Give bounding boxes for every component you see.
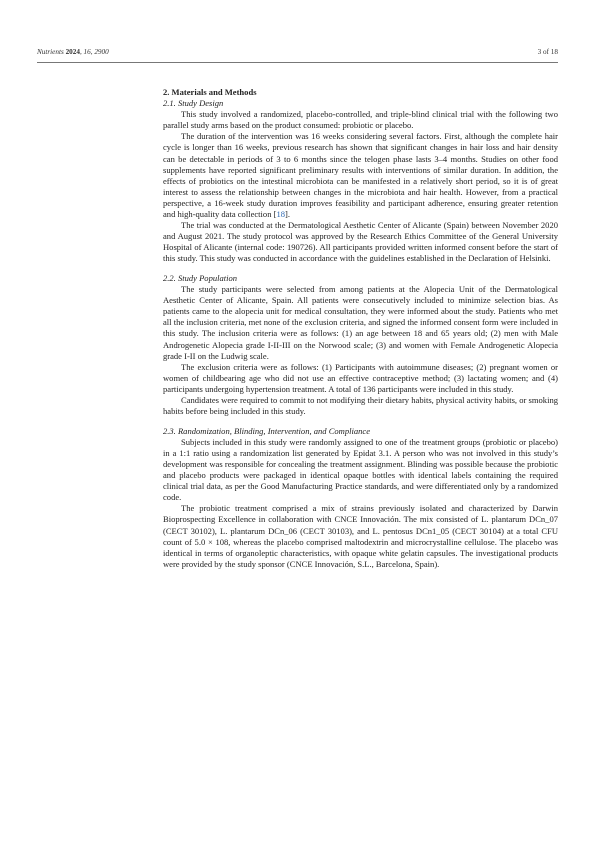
paragraph: The probiotic treatment comprised a mix of strains previously isolated and characterized by Darwin Bioprospecting Excellence in collaboration with CNCE Innovación. The mix consisted of L. plantarum DCn_07 (CECT 30102), L. plantarum DCn_06 (CECT 30103), and L. pentosus DCn1_05 (CECT 30104) at a total CFU count of 5.0 × 108, whereas the placebo comprised maltodextrin and microcrystalline cellulose. The placebo was identical in terms of organoleptic characteristics, with opaque white gelatin capsules. The investigational products were provided by the study sponsor (CNCE Innovación, S.L., Barcelona, Spain). xyxy=(163,503,558,569)
journal-volume: , 16, 2900 xyxy=(79,48,109,56)
page-body xyxy=(163,87,558,570)
paragraph xyxy=(163,131,558,220)
paragraph: Subjects included in this study were randomly assigned to one of the treatment groups (probiotic or placebo) in a 1:1 ratio using a randomization list generated by Epidat 3.1. A person who was not involved in this study’s development was responsible for concealing the treatment assignment. Blinding was possible because the probiotic and placebo products were packaged in identical opaque bottles with identical labels containing the required clinical trial data, as per the Good Manufacturing Practice standards, and were differentiated only by a randomized code. xyxy=(163,436,558,503)
page-number: 3 of 18 xyxy=(537,48,558,56)
citation-link[interactable]: 18 xyxy=(276,209,285,220)
subsection-title-study-population: 2.2. Study Population xyxy=(163,273,238,283)
journal-citation xyxy=(37,48,109,56)
paragraph-text-tail: ]. xyxy=(285,209,290,220)
paragraph: The study participants were selected from among patients at the Alopecia Unit of the Dermatological Aesthetic Center of Alicante, Spain. All patients were consecutively included to minimize selection bias. As patients came to the alopecia unit for medical consultation, they were informed about the study. Patients who met all the inclusion criteria, met none of the exclusion criteria, and signed the informed consent form were included in this study. The inclusion criteria were as follows: (1) an age between 18 and 65 years old; (2) men with Male Androgenetic Alopecia grade I-II-III on the Norwood scale; (3) and women with Female Androgenetic Alopecia grade I-II on the Ludwig scale. xyxy=(163,284,558,361)
journal-year: 2024 xyxy=(65,48,80,56)
paragraph-text: The duration of the intervention was 16 weeks considering several factors. First, although the complete hair cycle is longer than 16 weeks, previous research has shown that significant changes in hair loss and hair density can be detectable in periods of 3 to 6 months since the telogen phase lasts 3–4 months. Studies on other food supplements have reported significant preliminary results with interventions of similar duration. In addition, the effects of probiotics on the intestinal microbiota can be manifested in a relatively short period, so it is of great interest to assess the relationship between changes in the microbiota and hair health. However, from a practical perspective, a 16-week study duration improves feasibility and participant adherence, ensuring greater retention and high-quality data collection [ xyxy=(163,131,558,220)
paragraph: The exclusion criteria were as follows: (1) Participants with autoimmune diseases; (2) pregnant women or women of childbearing age who did not use an effective contraceptive method; (3) lactating women; and (4) participants undergoing hypertension treatment. A total of 136 participants were included in this study. xyxy=(163,361,558,394)
paragraph: This study involved a randomized, placebo-controlled, and triple-blind clinical trial with the following two parallel study arms based on the product consumed: probiotic or placebo. xyxy=(163,109,558,131)
paragraph: Candidates were required to commit to not modifying their dietary habits, physical activity habits, or smoking habits before being included in this study. xyxy=(163,395,558,417)
subsection-title-study-design: 2.1. Study Design xyxy=(163,98,224,109)
journal-name: Nutrients xyxy=(37,48,64,56)
header-rule xyxy=(37,62,558,63)
paragraph: The trial was conducted at the Dermatological Aesthetic Center of Alicante (Spain) between November 2020 and August 2021. The study protocol was approved by the Research Ethics Committee of the General University Hospital of Alicante (internal code: 190726). All participants provided written informed consent before the start of this study. This study was conducted in accordance with the guidelines established in the Declaration of Helsinki. xyxy=(163,220,558,264)
page-header xyxy=(37,48,558,62)
section-title: 2. Materials and Methods xyxy=(163,87,257,97)
subsection-title-randomization: 2.3. Randomization, Blinding, Intervention, and Compliance xyxy=(163,425,371,436)
